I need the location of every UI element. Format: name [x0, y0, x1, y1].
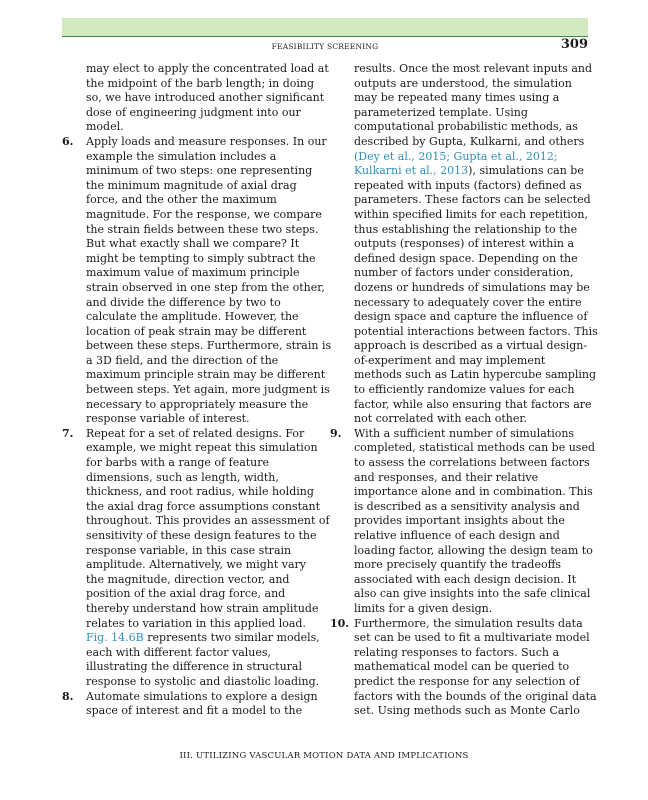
text-line: amplitude. Alternatively, we might vary	[86, 558, 306, 572]
item-number: 6.	[62, 134, 74, 148]
text-line: for barbs with a range of feature	[86, 456, 270, 470]
text-line: sensitivity of these design features to the	[86, 529, 317, 542]
header-band	[62, 18, 588, 36]
text-line: the strain fields between these two steps.	[86, 222, 319, 236]
text-line: relative influence of each design and	[354, 529, 560, 542]
text-line: Automate simulations to explore a design	[86, 689, 318, 703]
text-line: within specified limits for each repetition,	[354, 207, 589, 221]
citation-link[interactable]: Kulkarni et al., 2013	[354, 164, 469, 178]
text-line: potential interactions between factors. This	[354, 324, 598, 338]
text-line: predict the response for any selection of	[354, 674, 580, 688]
text-line: defined design space. Depending on the	[354, 251, 578, 265]
text-line: dimensions, such as length, width,	[86, 470, 279, 484]
text-line	[86, 631, 320, 646]
text-line: minimum of two steps: one representing	[86, 164, 313, 178]
text-line: throughout. This provides an assessment of	[86, 514, 330, 528]
item-number: 10.	[330, 616, 350, 630]
text-line: space of interest and fit a model to the	[86, 704, 303, 718]
list-item-6	[62, 134, 332, 427]
text-line: results. Once the most relevant inputs and	[354, 62, 593, 75]
page-header	[62, 36, 588, 57]
text-line: associated with each design decision. It	[354, 572, 577, 586]
text-line: response variable, in this case strain	[86, 543, 292, 557]
text-line: position of the axial drag force, and	[86, 587, 286, 601]
text-line: necessary to adequately cover the entire	[354, 295, 582, 309]
text-line: the axial drag force assumptions constant	[86, 499, 321, 513]
item-number: 9.	[330, 426, 342, 440]
text-line: repeated with inputs (factors) defined as	[354, 178, 582, 192]
figure-link[interactable]: Fig. 14.6B	[86, 631, 144, 645]
text-line: a 3D field, and the direction of the	[86, 353, 279, 367]
text-line: location of peak strain may be different	[86, 324, 307, 338]
text-line: might be tempting to simply subtract the	[86, 251, 316, 265]
text-line: illustrating the difference in structural	[86, 660, 303, 674]
text-line: loading factor, allowing the design team to	[354, 543, 593, 557]
text-line: and divide the difference by two to	[86, 295, 281, 309]
list-item-9	[330, 426, 596, 617]
text-line: maximum principle strain may be different	[86, 368, 326, 382]
continued-paragraph	[330, 62, 598, 427]
text-line: response variable of interest.	[86, 412, 250, 426]
text-line: to efficiently randomize values for each	[354, 383, 575, 397]
page-footer: III. UTILIZING VASCULAR MOTION DATA AND IMPLICATIONS	[179, 751, 469, 761]
text-fragment: ), simulations can be	[468, 164, 584, 178]
text-line: of-experiment and may implement	[354, 353, 546, 367]
text-line: parameters. These factors can be selected	[354, 193, 591, 207]
text-line: set. Using methods such as Monte Carlo	[354, 704, 580, 718]
text-line: relating responses to factors. Such a	[354, 645, 560, 659]
text-line: dozens or hundreds of simulations may be	[354, 280, 590, 294]
text-line: response to systolic and diastolic loading.	[86, 674, 320, 688]
text-line: approach is described as a virtual design-	[354, 339, 588, 353]
text-line: mathematical model can be queried to	[354, 660, 570, 674]
text-line: necessary to appropriately measure the	[86, 397, 309, 411]
right-column	[330, 62, 598, 719]
text-line: outputs are understood, the simulation	[354, 76, 572, 90]
text-line: factor, while also ensuring that factors are	[354, 397, 592, 411]
text-line: each with different factor values,	[86, 645, 272, 659]
text-line: to assess the correlations between factors	[354, 456, 590, 470]
text-line: between these steps. Furthermore, strain is	[86, 339, 332, 353]
text-line: so, we have introduced another significant	[86, 91, 325, 105]
text-line: also can give insights into the safe clinical	[354, 587, 591, 601]
item-number: 8.	[62, 689, 74, 703]
text-line: the magnitude, direction vector, and	[86, 572, 290, 586]
list-item-8	[62, 690, 320, 719]
text-line: and responses, and their relative	[354, 470, 539, 484]
text-line: example the simulation includes a	[86, 149, 277, 163]
text-line: may be repeated many times using a	[354, 91, 560, 105]
text-line	[354, 164, 590, 179]
text-line: strain observed in one step from the other,	[86, 280, 325, 294]
running-title: FEASIBILITY SCREENING	[271, 42, 379, 51]
text-line: outputs (responses) of interest within a	[354, 237, 575, 251]
text-line: not correlated with each other.	[354, 412, 527, 426]
text-line: parameterized template. Using	[354, 105, 528, 119]
text-line: Apply loads and measure responses. In our	[86, 134, 327, 148]
text-line: limits for a given design.	[354, 601, 493, 615]
text-line	[354, 150, 590, 165]
text-line: force, and the other the maximum	[86, 193, 277, 207]
text-line: Repeat for a set of related designs. For	[86, 426, 305, 440]
text-line: magnitude. For the response, we compare	[86, 207, 322, 221]
text-line: With a sufficient number of simulations	[354, 426, 575, 440]
text-line: the minimum magnitude of axial drag	[86, 178, 297, 192]
text-line: computational probabilistic methods, as	[354, 120, 578, 134]
text-line: provides important insights about the	[354, 514, 565, 528]
list-item-10	[330, 616, 597, 719]
text-line: thickness, and root radius, while holding	[86, 485, 314, 499]
text-line: is described as a sensitivity analysis and	[354, 499, 580, 513]
text-line: thereby understand how strain amplitude	[86, 601, 319, 615]
text-line: described by Gupta, Kulkarni, and others	[354, 134, 585, 148]
left-column	[62, 62, 332, 719]
text-line: number of factors under consideration,	[354, 266, 574, 280]
text-fragment: represents two similar models,	[143, 631, 320, 645]
text-line: Furthermore, the simulation results data	[354, 616, 583, 630]
text-line: thus establishing the relationship to the	[354, 222, 578, 236]
text-line: importance alone and in combination. This	[354, 485, 593, 499]
text-line: calculate the amplitude. However, the	[86, 310, 299, 324]
item-number: 7.	[62, 426, 74, 440]
text-line: example, we might repeat this simulation	[86, 441, 318, 455]
text-line: factors with the bounds of the original data	[354, 689, 597, 703]
continued-paragraph	[62, 62, 329, 135]
text-line: dose of engineering judgment into our	[86, 105, 301, 119]
citation-paren: (	[354, 149, 359, 163]
text-line: maximum value of maximum principle	[86, 266, 300, 280]
text-line: set can be used to fit a multivariate model	[354, 631, 590, 645]
text-line: may elect to apply the concentrated load at	[86, 62, 329, 75]
text-line: between steps. Yet again, more judgment is	[86, 383, 330, 397]
page-number: 309	[560, 37, 588, 52]
text-line: relates to variation in this applied load.	[86, 616, 306, 630]
text-line: methods such as Latin hypercube sampling	[354, 368, 597, 382]
text-line: But what exactly shall we compare? It	[86, 237, 300, 251]
text-line: design space and capture the influence of	[354, 310, 588, 324]
text-line: completed, statistical methods can be used	[354, 441, 596, 455]
list-item-7	[62, 426, 330, 690]
text-line: more precisely quantify the tradeoffs	[354, 558, 562, 572]
citation-link[interactable]: Dey et al., 2015; Gupta et al., 2012;	[358, 149, 558, 163]
text-line: the midpoint of the barb length; in doing	[86, 76, 315, 90]
text-line: model.	[86, 120, 124, 134]
